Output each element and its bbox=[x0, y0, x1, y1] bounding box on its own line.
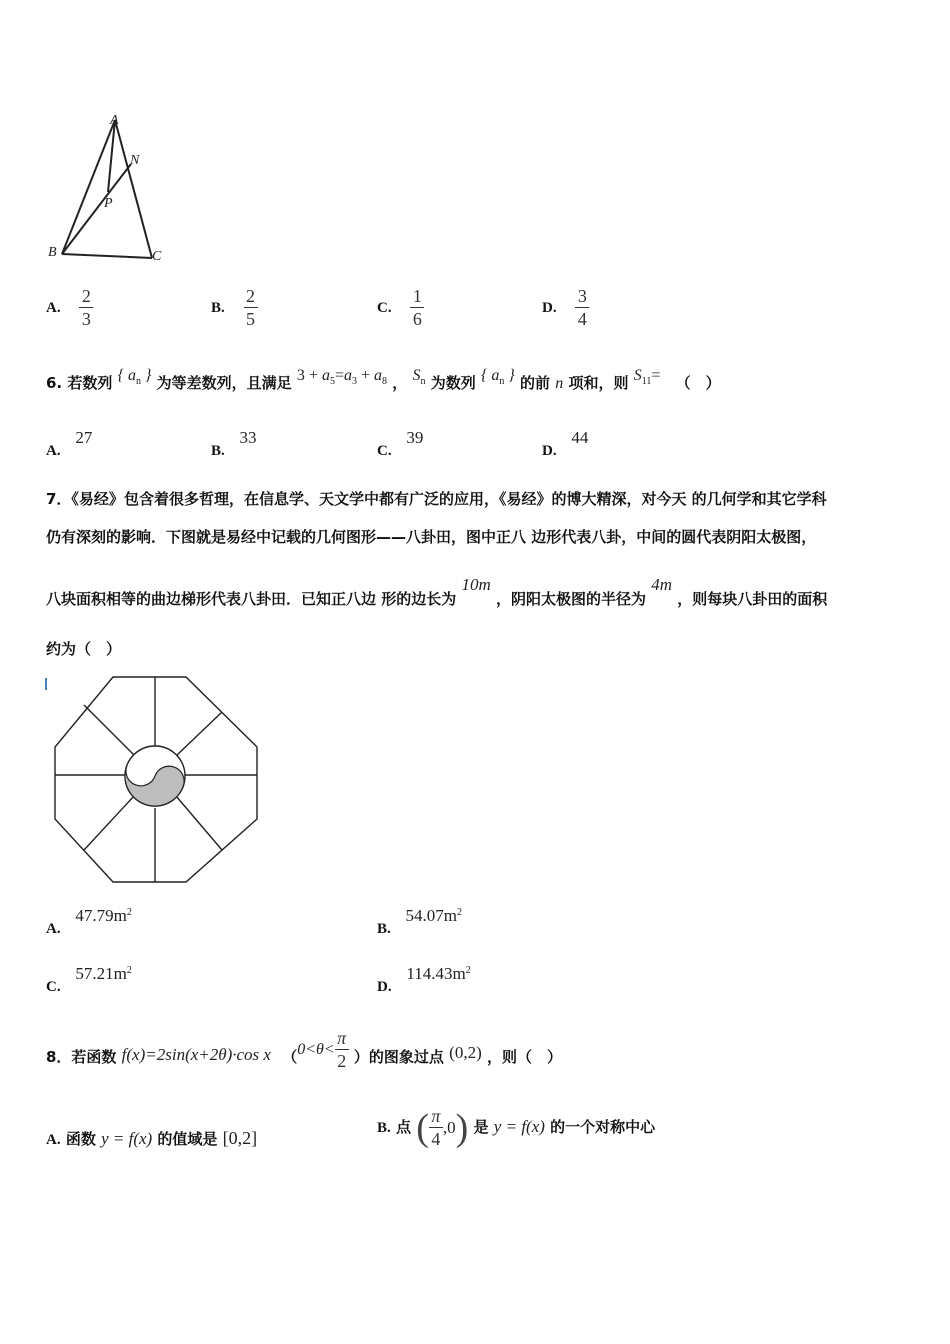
q5-option-a[interactable]: A. $\frac{2}{3}$ bbox=[46, 286, 93, 329]
q7-line-4: 约为（ ） bbox=[46, 640, 122, 658]
q6-s11: $S_{11}=$ bbox=[633, 367, 661, 388]
q5-option-c-fraction: $\frac{1}{6}$ bbox=[410, 286, 424, 329]
q6-condition: $3 + a_5=a_3 + a_8$ bbox=[296, 367, 388, 388]
vertex-label-c: C bbox=[152, 249, 162, 264]
q8-point-b: ( $\frac{\pi}{4}$ ,0 ) bbox=[416, 1106, 469, 1149]
q8-condition: 0<θ< bbox=[297, 1041, 335, 1058]
vertex-label-p: P bbox=[104, 196, 113, 211]
q5-option-b-fraction: $\frac{2}{5}$ bbox=[244, 286, 258, 329]
q5-option-d[interactable]: D. $\frac{3}{4}$ bbox=[542, 286, 589, 329]
q6-option-b[interactable]: B. 33 bbox=[211, 428, 257, 459]
q5-option-c[interactable]: C. $\frac{1}{6}$ bbox=[377, 286, 424, 329]
edge-bn bbox=[62, 164, 131, 254]
q6-seq-an: { $a_n$ } bbox=[117, 367, 152, 388]
q7-option-a[interactable]: A. $47.79m^2$ bbox=[46, 906, 132, 937]
q7-line-2: 仍有深刻的影响．下图就是易经中记载的几何图形——八卦田，图中正八 边形代表八卦，中间的圆代表阴阳太极图， bbox=[46, 528, 817, 546]
q7-line-3: 八块面积相等的曲边梯形代表八卦田．已知正八边 形的边长为 10m ，阴阳太极图的半径为 4m ，则每块八卦田的面积 bbox=[46, 575, 828, 608]
q7-option-b[interactable]: B. $54.07m^2$ bbox=[377, 906, 463, 937]
q7-option-c[interactable]: C. $57.21m^2$ bbox=[46, 964, 132, 995]
edge-ac bbox=[115, 120, 152, 258]
q6-stem: 6. 若数列 { $a_n$ } 为等差数列，且满足 $3 + a_5=a_3 + a_8$ ， $S_n$ 为数列 { $a_n$ } 的前 n 项和，则 $S_{11}=$ （ ） bbox=[46, 367, 721, 392]
q8-option-a[interactable]: A. 函数 y = f(x) 的值域是 [0,2] bbox=[46, 1128, 258, 1148]
q8-function: f(x)=2sin(x+2θ)·cos x bbox=[121, 1045, 271, 1064]
q5-option-a-fraction: $\frac{2}{3}$ bbox=[79, 286, 93, 329]
bagua-figure bbox=[44, 672, 266, 888]
q6-option-a[interactable]: A. 27 bbox=[46, 428, 93, 459]
q8-stem: 8．若函数 f(x)=2sin(x+2θ)·cos x （0<θ< $\frac{\pi}{2}$ ）的图象过点 (0,2) ，则（ ） bbox=[46, 1028, 562, 1071]
q7-option-d[interactable]: D. $114.43m^2$ bbox=[377, 964, 471, 995]
vertex-label-a: A bbox=[110, 113, 119, 128]
q8-option-b[interactable]: B. 点 ( $\frac{\pi}{4}$ ,0 ) 是 y = f(x) 的一个对称中心 bbox=[377, 1106, 656, 1149]
q6-option-d[interactable]: D. 44 bbox=[542, 428, 589, 459]
q5-option-b[interactable]: B. $\frac{2}{5}$ bbox=[211, 286, 258, 329]
q5-option-d-fraction: $\frac{3}{4}$ bbox=[575, 286, 589, 329]
q7-radius: 4m bbox=[651, 575, 673, 594]
q7-line-1: 7．《易经》包含着很多哲理，在信息学、天文学中都有广泛的应用，《易经》的博大精深，对今天 的几何学和其它学科 bbox=[46, 490, 827, 508]
vertex-label-n: N bbox=[130, 153, 140, 168]
triangle-figure bbox=[40, 108, 180, 268]
vertex-label-b: B bbox=[48, 245, 57, 260]
q8-pi-over-2: $\frac{\pi}{2}$ bbox=[335, 1028, 349, 1071]
q6-option-c[interactable]: C. 39 bbox=[377, 428, 424, 459]
edge-ab bbox=[62, 120, 115, 254]
q6-seq-an-2: { $a_n$ } bbox=[480, 367, 515, 388]
edge-bc bbox=[62, 254, 152, 258]
q8-point: (0,2) bbox=[449, 1043, 482, 1062]
q6-n: n bbox=[555, 375, 564, 392]
q6-sn: $S_n$ bbox=[412, 367, 426, 388]
q7-side-length: 10m bbox=[461, 575, 491, 594]
